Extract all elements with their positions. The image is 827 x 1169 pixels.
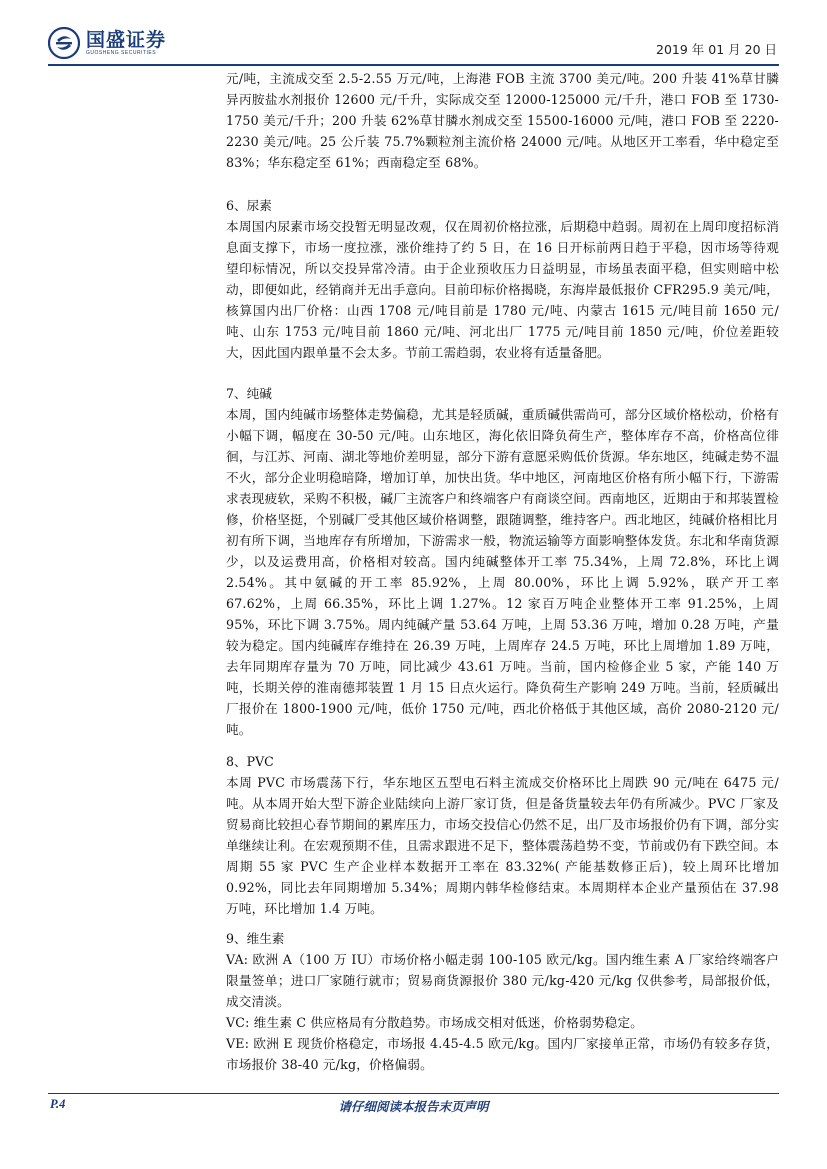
section-vitamins bbox=[226, 928, 779, 1075]
brand-name-cn: 国盛证券 bbox=[86, 28, 167, 51]
section-soda-ash bbox=[226, 383, 779, 740]
intro-paragraph: 元/吨，主流成交至 2.5-2.55 万元/吨，上海港 FOB 主流 3700 美元/吨。200 升装 41%草甘膦异丙胺盐水剂报价 12600 元/千升，实际成交至 12000-125000 元/千升，港口 FOB 至 1730-1750 美元/千升；200 升装 62%草甘膦水剂成交至 15500-16000 元/吨，港口 FOB 至 2220-2230 美元/吨。25 公斤装 75.7%颗粒剂主流价格 24000 元/吨。从地区开工率看，华中稳定至 83%；华东稳定至 61%；西南稳定至 68%。 bbox=[226, 71, 779, 170]
guosheng-logo-icon bbox=[48, 27, 80, 59]
section-heading: 8、PVC bbox=[226, 754, 274, 769]
section-paragraph-va: VA: 欧洲 A（100 万 IU）市场价格小幅走弱 100-105 欧元/kg。国内维生素 A 厂家给终端客户限量签单；进口厂家随行就市；贸易商货源报价 380 元/kg-420 元/kg 仅供参考，局部报价低，成交清淡。 bbox=[226, 952, 779, 1009]
section-paragraph: 本周，国内纯碱市场整体走势偏稳，尤其是轻质碱，重质碱供需尚可，部分区域价格松动，价格有小幅下调，幅度在 30-50 元/吨。山东地区，海化依旧降负荷生产，整体库存不高，价格高位徘徊，与江苏、河南、湖北等地价差明显，部分下游有意愿采购低价货源。华东地区，纯碱走势不温不火，部分企业明稳暗降，增加订单，加快出货。华中地区，河南地区价格有所小幅下行，下游需求表现疲软，采购不积极，碱厂主流客户和终端客户有商谈空间。西南地区，近期由于和邦装置检修，价格坚挺，个别碱厂受其他区域价格调整，跟随调整，维持客户。西北地区，纯碱价格相比月初有所下调，当地库存有所增加，下游需求一般，物流运输等方面影响整体发货。东北和华南货源少，以及运费用高，价格相对较高。国内纯碱整体开工率 75.34%，上周 72.8%，环比上调 2.54%。其中氨碱的开工率 85.92%，上周 80.00%，环比上调 5.92%，联产开工率 67.62%，上周 66.35%，环比上调 1.27%。12 家百万吨企业整体开工率 91.25%，上周 95%，环比下调 3.75%。周内纯碱产量 53.64 万吨，上周 53.36 万吨，增加 0.28 万吨，产量较为稳定。国内纯碱库存维持在 26.39 万吨，上周库存 24.5 万吨，环比上周增加 1.89 万吨，去年同期库存量为 70 万吨，同比减少 43.61 万吨。当前，国内检修企业 5 家，产能 140 万吨，长期关停的淮南德邦装置 1 月 15 日点火运行。降负荷生产影响 249 万吨。当前，轻质碱出厂报价在 1800-1900 元/吨，低价 1750 元/吨，西北价格低于其他区域，高价 2080-2120 元/吨。 bbox=[226, 407, 779, 737]
section-paragraph: 本周 PVC 市场震荡下行，华东地区五型电石料主流成交价格环比上周跌 90 元/吨在 6475 元/吨。从本周开始大型下游企业陆续向上游厂家订货，但是备货量较去年仍有所减少。PVC 厂家及贸易商比较担心春节期间的累库压力，市场交投信心仍然不足，出厂及市场报价仍有下调，部分实单继续让利。在宏观预期不佳，且需求跟进不足下，整体震荡趋势不变，节前或仍有下跌空间。本周期 55 家 PVC 生产企业样本数据开工率在 83.32%( 产能基数修正后)，较上周环比增加 0.92%，同比去年同期增加 5.34%；周期内韩华检修结束。本周期样本企业产量预估在 37.98 万吨，环比增加 1.4 万吨。 bbox=[226, 775, 779, 916]
section-heading: 7、纯碱 bbox=[226, 386, 272, 401]
page-number: P.4 bbox=[50, 1097, 66, 1111]
section-paragraph-vc: VC: 维生素 C 供应格局有分散趋势。市场成交相对低迷，价格弱势稳定。 bbox=[226, 1015, 644, 1030]
intro-block bbox=[226, 68, 779, 173]
brand-name-en: GUOSHENG SECURITIES bbox=[86, 49, 157, 56]
section-heading: 6、尿素 bbox=[226, 198, 272, 213]
section-pvc bbox=[226, 751, 779, 919]
section-paragraph: 本周国内尿素市场交投暂无明显改观，仅在周初价格拉涨，后期稳中趋弱。周初在上周印度招标消息面支撑下，市场一度拉涨，涨价维持了约 5 日，在 16 日开标前两日趋于平稳，因市场等待观望印标情况，所以交投异常冷清。由于企业预收压力日益明显，市场虽表面平稳，但实则暗中松动，即便如此，经销商并无出手意向。目前印标价格揭晓，东海岸最低报价 CFR295.9 美元/吨，核算国内出厂价格：山西 1708 元/吨目前是 1780 元/吨、内蒙古 1615 元/吨目前 1650 元/吨、山东 1753 元/吨目前 1860 元/吨、河北出厂 1775 元/吨目前 1850 元/吨，价位差距较大，因此国内跟单量不会太多。节前工需趋弱，农业将有适量备肥。 bbox=[226, 219, 779, 360]
header-divider bbox=[48, 64, 779, 66]
page-header bbox=[48, 24, 779, 64]
section-urea bbox=[226, 195, 779, 363]
section-heading: 9、维生素 bbox=[226, 931, 285, 946]
footer-divider bbox=[48, 1093, 779, 1094]
report-date: 2019 年 01 月 20 日 bbox=[656, 42, 777, 57]
brand-logo bbox=[48, 26, 166, 60]
footer-disclaimer: 请仔细阅读本报告末页声明 bbox=[338, 1099, 489, 1114]
section-paragraph-ve: VE: 欧洲 E 现货价格稳定，市场报 4.45-4.5 欧元/kg。国内厂家接单正常，市场仍有较多存货，市场报价 38-40 元/kg，价格偏弱。 bbox=[226, 1036, 779, 1072]
